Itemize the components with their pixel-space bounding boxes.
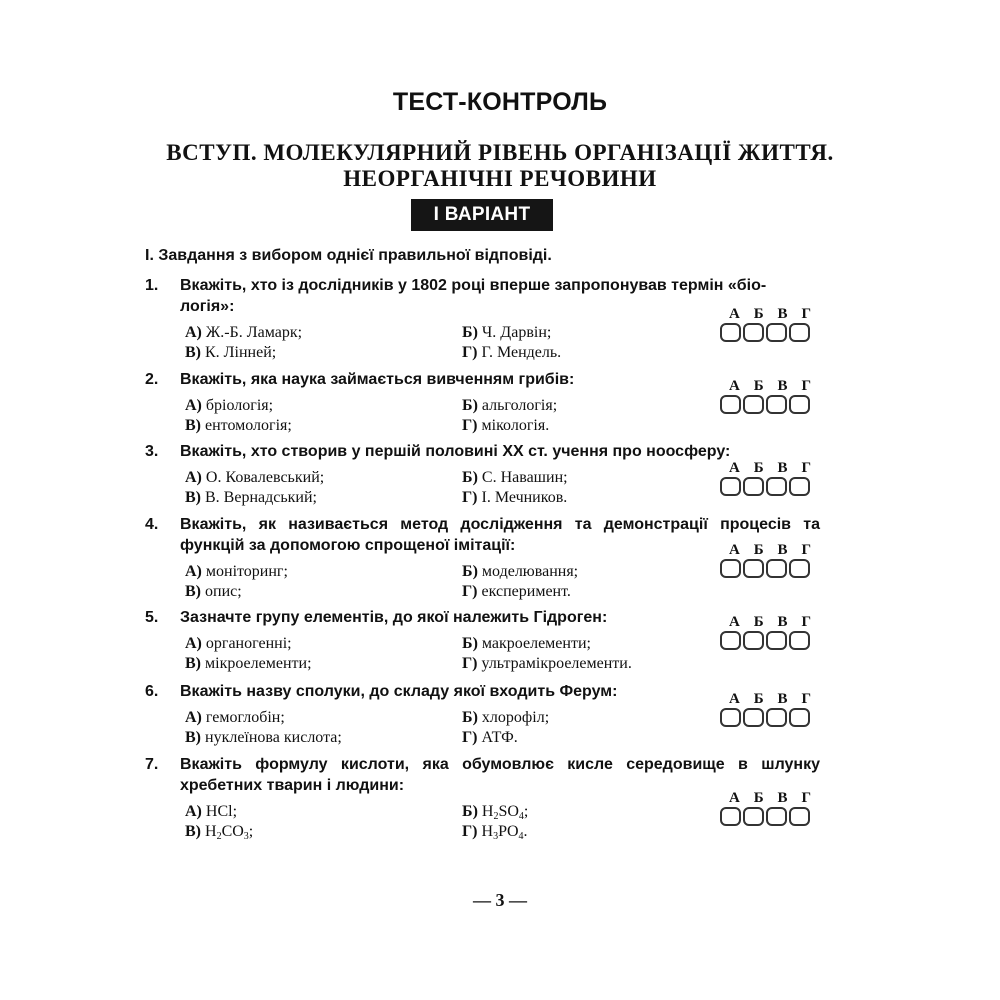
answer-box-a[interactable]	[720, 477, 741, 496]
answer-box-a[interactable]	[720, 395, 741, 414]
question-text: Зазначте групу елементів, до якої належить Гідроген:	[180, 609, 608, 626]
answer-box-g[interactable]	[789, 559, 810, 578]
option-b[interactable]: Б) моделювання;	[462, 563, 579, 580]
answer-grid: А Б В Г	[720, 614, 820, 650]
question-text: Вкажіть формулу кислоти, яка обумовлює кисле середовище в шлунку хребетних тварин і людини:	[180, 756, 820, 794]
answer-box-v[interactable]	[766, 323, 787, 342]
option-b[interactable]: Б) С. Навашин;	[462, 469, 568, 486]
option-v[interactable]: В) В. Вернадський;	[185, 489, 317, 506]
answer-box-v[interactable]	[766, 708, 787, 727]
answer-box-b[interactable]	[743, 395, 764, 414]
answer-box-a[interactable]	[720, 631, 741, 650]
question-text: Вкажіть, хто створив у першій половині ХХ ст. учення про ноосферу:	[180, 443, 731, 460]
option-a[interactable]: А) моніторинг;	[185, 563, 288, 580]
option-a[interactable]: А) органогенні;	[185, 635, 292, 652]
formula: $H_2SO_4$;	[481, 803, 529, 822]
option-g[interactable]: Г) експеримент.	[462, 583, 571, 600]
option-b[interactable]: Б) макроелементи;	[462, 635, 591, 652]
answer-grid: А Б В Г	[720, 306, 820, 342]
question-number: 6.	[145, 683, 159, 700]
option-v[interactable]: В) нуклеїнова кислота;	[185, 729, 342, 746]
option-b[interactable]: Б) Ч. Дарвін;	[462, 324, 552, 341]
option-a[interactable]: А) гемоглобін;	[185, 709, 285, 726]
option-b[interactable]: Б) хлорофіл;	[462, 709, 550, 726]
question-text: Вкажіть назву сполуки, до складу якої входить Ферум:	[180, 683, 618, 700]
option-a[interactable]: А) О. Ковалевський;	[185, 469, 325, 486]
answer-box-g[interactable]	[789, 807, 810, 826]
question-number: 1.	[145, 277, 159, 294]
option-a[interactable]: А) HCl;	[185, 803, 238, 820]
question-text: Вкажіть, як називається метод дослідження та демонстрації процесів та функцій за допомогою спрощеної імітації:	[180, 516, 820, 554]
answer-box-v[interactable]	[766, 559, 787, 578]
question-6	[145, 681, 820, 748]
answer-box-v[interactable]	[766, 807, 787, 826]
answer-box-b[interactable]	[743, 323, 764, 342]
answer-grid: А Б В Г	[720, 378, 820, 414]
option-v[interactable]: В) К. Лінней;	[185, 344, 277, 361]
option-g[interactable]: Г) АТФ.	[462, 729, 518, 746]
answer-box-a[interactable]	[720, 559, 741, 578]
answer-box-v[interactable]	[766, 631, 787, 650]
formula: $H_3PO_4$.	[481, 823, 528, 842]
question-number: 3.	[145, 443, 159, 460]
question-number: 5.	[145, 609, 159, 626]
option-v[interactable]: В) $H_2CO_3$;	[185, 823, 254, 842]
question-3	[145, 441, 820, 508]
section-title: І. Завдання з вибором однієї правильної відповіді.	[145, 247, 552, 264]
question-number: 4.	[145, 516, 159, 533]
answer-grid: А Б В Г	[720, 691, 820, 727]
subtitle-line-1: ВСТУП. МОЛЕКУЛЯРНИЙ РІВЕНЬ ОРГАНІЗАЦІЇ ЖИТТЯ.	[166, 140, 834, 165]
page-subtitle	[0, 140, 1000, 192]
answer-grid: А Б В Г	[720, 790, 820, 826]
variant-badge: І ВАРІАНТ	[411, 199, 553, 231]
subtitle-line-2: НЕОРГАНІЧНІ РЕЧОВИНИ	[343, 166, 657, 191]
answer-box-g[interactable]	[789, 323, 810, 342]
formula: $H_2CO_3$;	[205, 823, 254, 842]
option-g[interactable]: Г) І. Мечников.	[462, 489, 568, 506]
answer-box-b[interactable]	[743, 807, 764, 826]
answer-box-g[interactable]	[789, 708, 810, 727]
answer-box-g[interactable]	[789, 477, 810, 496]
answer-box-a[interactable]	[720, 708, 741, 727]
answer-grid: А Б В Г	[720, 542, 820, 578]
option-g[interactable]: Г) Г. Мендель.	[462, 344, 562, 361]
option-v[interactable]: В) опис;	[185, 583, 242, 600]
page-title: ТЕСТ-КОНТРОЛЬ	[392, 88, 608, 116]
question-4	[145, 514, 820, 602]
option-g[interactable]: Г) $H_3PO_4$.	[462, 823, 528, 842]
question-2	[145, 369, 820, 436]
question-number: 2.	[145, 371, 159, 388]
page-number: — 3 —	[473, 890, 527, 910]
option-b[interactable]: Б) $H_2SO_4$;	[462, 803, 529, 822]
answer-box-b[interactable]	[743, 477, 764, 496]
option-g[interactable]: Г) мікологія.	[462, 417, 550, 434]
answer-box-b[interactable]	[743, 708, 764, 727]
answer-grid: А Б В Г	[720, 460, 820, 496]
question-number: 7.	[145, 756, 159, 773]
answer-box-b[interactable]	[743, 559, 764, 578]
answer-box-g[interactable]	[789, 631, 810, 650]
answer-box-v[interactable]	[766, 477, 787, 496]
question-1	[145, 275, 820, 363]
option-a[interactable]: А) бріологія;	[185, 397, 274, 414]
option-g[interactable]: Г) ультрамікроелементи.	[462, 655, 632, 672]
question-5	[145, 607, 820, 674]
option-a[interactable]: А) Ж.-Б. Ламарк;	[185, 324, 303, 341]
question-text: Вкажіть, хто із дослідників у 1802 році вперше запропонував термін «біо- логія»:	[180, 277, 767, 315]
question-7	[145, 754, 820, 842]
answer-box-v[interactable]	[766, 395, 787, 414]
answer-box-b[interactable]	[743, 631, 764, 650]
answer-box-g[interactable]	[789, 395, 810, 414]
answer-box-a[interactable]	[720, 807, 741, 826]
answer-box-a[interactable]	[720, 323, 741, 342]
option-v[interactable]: В) мікроелементи;	[185, 655, 312, 672]
option-b[interactable]: Б) альгологія;	[462, 397, 558, 414]
question-text: Вкажіть, яка наука займається вивченням грибів:	[180, 371, 575, 388]
option-v[interactable]: В) ентомологія;	[185, 417, 292, 434]
